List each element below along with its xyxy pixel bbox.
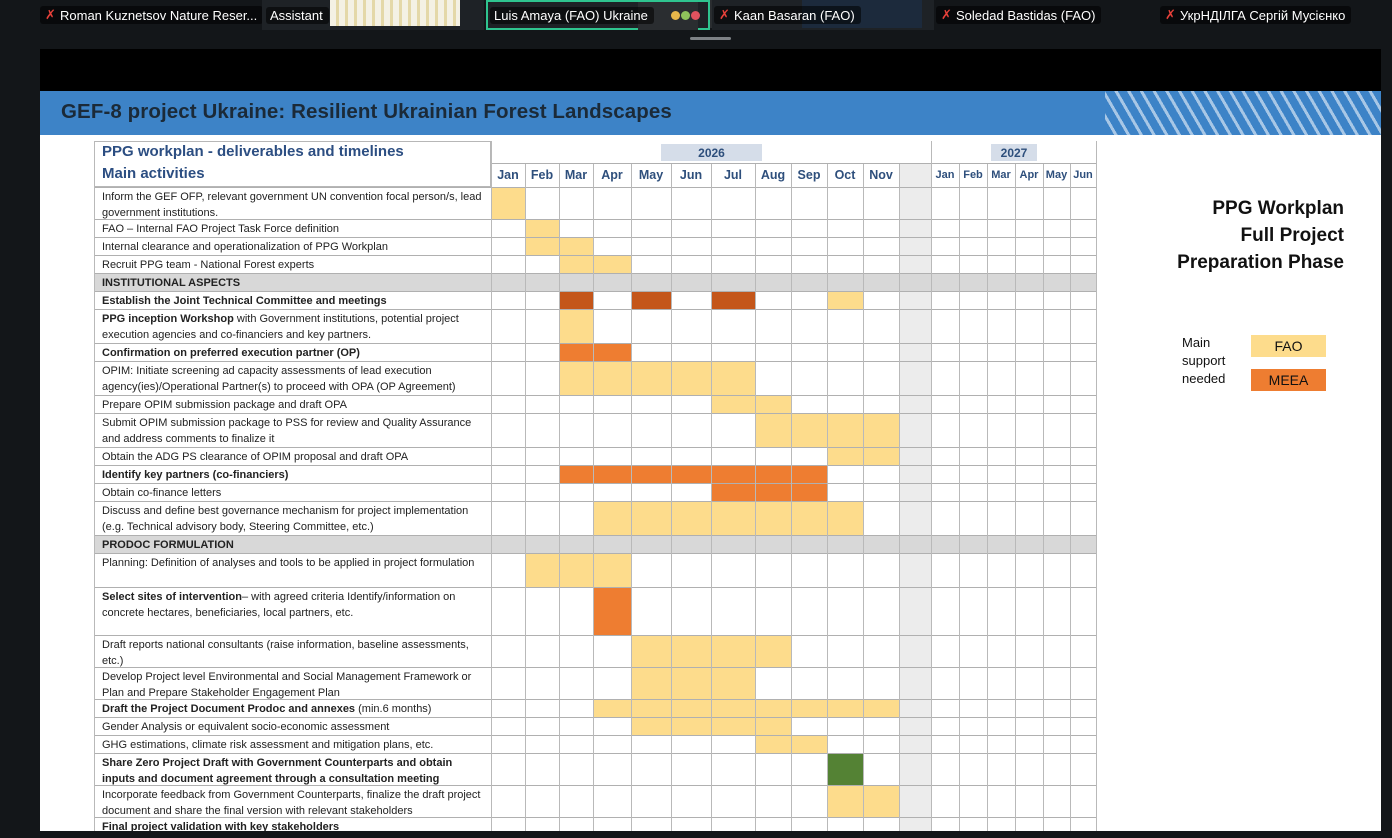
table-row: [94, 447, 1096, 466]
activity-label: OPIM: Initiate screening ad capacity assessments of lead execution agency(ies)/Operational Partner(s) to proceed with OPA (OP Agreement): [102, 365, 456, 393]
participant-strip: [0, 0, 1392, 34]
section-label: PRODOC FORMULATION: [102, 539, 234, 551]
timeline-bar: [559, 554, 593, 588]
reaction-icon: [681, 11, 690, 20]
table-row: [94, 817, 1096, 831]
timeline-bar: [711, 292, 755, 310]
grid-column-line: [491, 141, 492, 831]
grid-column-line: [755, 164, 756, 831]
participant-name-tag: ✗ Soledad Bastidas (FAO): [936, 6, 1101, 24]
timeline-bar: [827, 414, 863, 448]
timeline-bar: [755, 700, 791, 718]
timeline-bar: [791, 484, 827, 502]
timeline-bar: [593, 554, 631, 588]
timeline-bar: [593, 362, 631, 396]
activity-label: [94, 818, 491, 831]
activity-label: Discuss and define best governance mechanism for project implementation (e.g. Technical advisory body, Steering Committee, etc.): [102, 505, 469, 533]
activity-label: Incorporate feedback from Government Counterparts, finalize the draft project document and share the final version with relevant stakeholders: [102, 789, 481, 817]
timeline-bar: [711, 502, 755, 536]
timeline-bar: [755, 736, 791, 754]
activity-label: FAO – Internal FAO Project Task Force definition: [102, 223, 340, 235]
gantt-heading: PPG workplan - deliverables and timelines: [102, 143, 404, 160]
timeline-bar: [711, 362, 755, 396]
timeline-bar: [631, 700, 671, 718]
participant-tile[interactable]: [936, 0, 1158, 30]
activity-label: Prepare OPIM submission package and draft OPA: [102, 399, 347, 411]
timeline-bar: [711, 396, 755, 414]
month-label: Jan: [497, 168, 519, 182]
timeline-bar: [711, 484, 755, 502]
reaction-icon: [671, 11, 680, 20]
timeline-bar: [631, 362, 671, 396]
table-row: [94, 237, 1096, 256]
participant-tile[interactable]: [712, 0, 934, 30]
timeline-bar: [631, 466, 671, 484]
activity-label: [94, 292, 491, 310]
timeline-bar: [671, 668, 711, 700]
table-row: [94, 395, 1096, 414]
legend-label: Main support needed: [1182, 335, 1226, 386]
shared-slide: [40, 91, 1381, 831]
section-row: [94, 273, 1096, 292]
participant-name-tag: ✗ УкрНДІЛГА Сергій Мусієнко: [1160, 6, 1351, 24]
timeline-bar: [755, 396, 791, 414]
timeline-bar: [827, 292, 863, 310]
microphone-muted-icon: ✗: [941, 7, 952, 22]
month-label: Mar: [564, 168, 588, 182]
activity-label: GHG estimations, climate risk assessment and mitigation plans, etc.: [102, 739, 434, 751]
timeline-bar: [491, 188, 525, 220]
activity-label: PPG inception Workshop with Government institutions, potential project execution agencies and co-financiers and key partners.: [102, 313, 459, 341]
participant-tile[interactable]: [1160, 0, 1382, 30]
month-label: May: [638, 168, 664, 182]
timeline-bar: [827, 448, 863, 466]
timeline-bar: [671, 466, 711, 484]
activity-label: Gender Analysis or equivalent socio-economic assessment: [102, 721, 390, 733]
table-row: [94, 413, 1096, 448]
legend-fao: FAO: [1251, 335, 1326, 357]
table-row: [94, 255, 1096, 274]
section-label: INSTITUTIONAL ASPECTS: [102, 277, 241, 289]
table-row: [94, 309, 1096, 344]
activity-label: Planning: Definition of analyses and tools to be applied in project formulation: [102, 557, 475, 569]
table-row: [94, 219, 1096, 238]
activity-label: Recruit PPG team - National Forest experts: [102, 259, 315, 271]
gantt-chart: [94, 141, 1096, 831]
grid-column-line: [94, 141, 95, 831]
month-label: Feb: [530, 168, 554, 182]
grid-column-line: [1096, 141, 1097, 831]
timeline-bar: [827, 502, 863, 536]
timeline-bar: [791, 502, 827, 536]
table-row: [94, 465, 1096, 484]
timeline-bar: [559, 292, 593, 310]
timeline-bar: [525, 238, 559, 256]
slide-header: [40, 91, 1381, 135]
activity-label: [94, 344, 491, 362]
table-row: [94, 667, 1096, 700]
timeline-bar: [593, 256, 631, 274]
month-label: May: [1045, 169, 1068, 181]
microphone-muted-icon: ✗: [1165, 7, 1176, 22]
grid-column-line: [987, 164, 988, 831]
timeline-bar: [559, 256, 593, 274]
grid-column-line: [1070, 164, 1071, 831]
activity-label-bold: Establish the Joint Technical Committee and meetings: [102, 295, 387, 307]
timeline-bar: [671, 700, 711, 718]
timeline-bar: [593, 466, 631, 484]
bottom-bar: [0, 831, 1392, 838]
activity-label-bold: PPG inception Workshop: [102, 313, 234, 325]
reaction-icons: [670, 11, 700, 20]
timeline-bar: [593, 588, 631, 636]
table-row: [94, 483, 1096, 502]
activity-label: Submit OPIM submission package to PSS for review and Quality Assurance and address comments to finalize it: [102, 417, 472, 445]
grid-column-line: [671, 164, 672, 831]
table-row: [94, 587, 1096, 636]
activity-label-bold: Confirmation on preferred execution partner (OP): [102, 347, 360, 359]
table-row: [94, 699, 1096, 718]
timeline-bar: [593, 502, 631, 536]
activity-label: [94, 466, 491, 484]
timeline-bar: [711, 718, 755, 736]
drag-handle-icon[interactable]: [690, 37, 731, 40]
month-label: Nov: [869, 168, 893, 182]
timeline-bar: [711, 700, 755, 718]
grid-column-line: [559, 164, 560, 831]
month-label: Jun: [1073, 169, 1093, 181]
activity-label-bold: Share Zero Project Draft with Government Counterparts and obtain inputs and document agreement through a consultation meeting: [102, 757, 453, 785]
timeline-bar: [755, 414, 791, 448]
grid-column-line: [1043, 164, 1044, 831]
slide-top-band: [40, 49, 1381, 91]
timeline-bar: [863, 448, 899, 466]
activity-label: Inform the GEF OFP, relevant government UN convention focal person/s, lead government institutions.: [102, 191, 482, 219]
activity-label: Internal clearance and operationalization of PPG Workplan: [102, 241, 388, 253]
activity-label-bold: Identify key partners (co-financiers): [102, 469, 289, 481]
grid-column-line: [791, 164, 792, 831]
activity-label: Obtain co-finance letters: [102, 487, 222, 499]
activity-label-bold: Final project validation with key stakeholders: [102, 821, 340, 831]
grid-column-line: [931, 141, 932, 831]
grid-column-line: [1015, 164, 1016, 831]
participant-name-tag: ✗ Kaan Basaran (FAO): [714, 6, 861, 24]
grid-column-line: [863, 164, 864, 831]
activity-label: Select sites of intervention– with agreed criteria Identify/information on concrete hectares, beneficiaries, local partners, etc.: [102, 591, 456, 619]
month-label: Apr: [601, 168, 623, 182]
table-row: [94, 187, 1096, 220]
grid-column-line: [525, 164, 526, 831]
year-label-2026: 2026: [661, 144, 762, 161]
activity-label: Draft reports national consultants (raise information, baseline assessments, etc.): [102, 639, 469, 667]
timeline-bar: [631, 502, 671, 536]
timeline-bar: [631, 668, 671, 700]
grid-column-line: [899, 164, 900, 831]
timeline-bar: [631, 718, 671, 736]
participant-name-tag: Assistant: [266, 7, 329, 24]
grid-column-line: [631, 164, 632, 831]
timeline-bar: [525, 554, 559, 588]
timeline-bar: [671, 718, 711, 736]
timeline-bar: [791, 700, 827, 718]
timeline-bar: [711, 636, 755, 668]
grid-column-line: [827, 164, 828, 831]
activity-label: [94, 754, 491, 786]
microphone-muted-icon: ✗: [719, 7, 730, 22]
timeline-bar: [559, 466, 593, 484]
month-label: Aug: [760, 168, 786, 182]
month-label: Jan: [935, 169, 955, 181]
timeline-bar: [791, 414, 827, 448]
table-row: [94, 735, 1096, 754]
table-row: [94, 753, 1096, 786]
timeline-bar: [791, 466, 827, 484]
table-row: [94, 343, 1096, 362]
timeline-bar: [593, 344, 631, 362]
section-row: [94, 535, 1096, 554]
timeline-bar: [525, 220, 559, 238]
activity-label-bold: Draft the Project Document Prodoc and annexes: [102, 703, 356, 715]
activity-label: Develop Project level Environmental and Social Management Framework or Plan and Prepare Stakeholder Engagement Plan: [102, 671, 472, 699]
timeline-bar: [755, 718, 791, 736]
month-label: Jul: [723, 168, 743, 182]
timeline-bar: [863, 414, 899, 448]
activity-label-bold: Select sites of intervention: [102, 591, 242, 603]
shared-screen-thumbnail: [330, 0, 460, 26]
grid-column-line: [959, 164, 960, 831]
table-row: [94, 785, 1096, 818]
table-row: [94, 291, 1096, 310]
month-label: Jun: [679, 168, 703, 182]
main-activities-heading: Main activities: [102, 165, 205, 182]
grid-column-line: [711, 164, 712, 831]
table-row: [94, 717, 1096, 736]
activity-label: Draft the Project Document Prodoc and annexes (min.6 months): [102, 703, 432, 715]
timeline-bar: [863, 700, 899, 718]
participant-name-tag: Luis Amaya (FAO) Ukraine: [490, 7, 654, 24]
timeline-bar: [755, 502, 791, 536]
timeline-bar: [755, 466, 791, 484]
month-label: Sep: [797, 168, 821, 182]
activity-label: Obtain the ADG PS clearance of OPIM proposal and draft OPA: [102, 451, 409, 463]
timeline-bar: [711, 668, 755, 700]
month-label: Feb: [963, 169, 983, 181]
legend-meea: MEEA: [1251, 369, 1326, 391]
timeline-bar: [593, 700, 631, 718]
year-label-2027: 2027: [991, 144, 1037, 161]
timeline-bar: [559, 362, 593, 396]
month-label: Mar: [991, 169, 1011, 181]
timeline-bar: [671, 636, 711, 668]
timeline-bar: [671, 362, 711, 396]
timeline-bar: [827, 786, 863, 818]
participant-tile[interactable]: [40, 0, 262, 30]
timeline-bar: [827, 700, 863, 718]
participant-name-tag: ✗ Roman Kuznetsov Nature Reser...: [40, 6, 263, 24]
timeline-bar: [755, 636, 791, 668]
month-label: Oct: [834, 168, 856, 182]
reaction-icon: [691, 11, 700, 20]
timeline-bar: [863, 786, 899, 818]
table-row: [94, 501, 1096, 536]
timeline-bar: [711, 466, 755, 484]
month-label: Apr: [1019, 169, 1039, 181]
timeline-bar: [559, 344, 593, 362]
table-row: [94, 553, 1096, 588]
participant-tile-active-speaker[interactable]: [486, 0, 710, 30]
microphone-muted-icon: ✗: [45, 7, 56, 22]
timeline-bar: [791, 736, 827, 754]
timeline-bar: [755, 484, 791, 502]
timeline-bar: [631, 636, 671, 668]
table-row: [94, 361, 1096, 396]
timeline-bar: [559, 238, 593, 256]
participant-tile[interactable]: [262, 0, 484, 30]
timeline-bar: [559, 310, 593, 344]
timeline-bar: [631, 292, 671, 310]
timeline-bar: [671, 502, 711, 536]
timeline-bar: [827, 754, 863, 786]
header-box: [94, 141, 491, 187]
ppg-workplan-title: PPG Workplan Full Project Preparation Phase: [1177, 198, 1344, 273]
slide-title: GEF-8 project Ukraine: Resilient Ukrainian Forest Landscapes: [61, 100, 672, 123]
header-decoration: [1105, 91, 1381, 135]
table-row: [94, 635, 1096, 668]
grid-column-line: [593, 164, 594, 831]
header-divider: [491, 163, 1096, 164]
